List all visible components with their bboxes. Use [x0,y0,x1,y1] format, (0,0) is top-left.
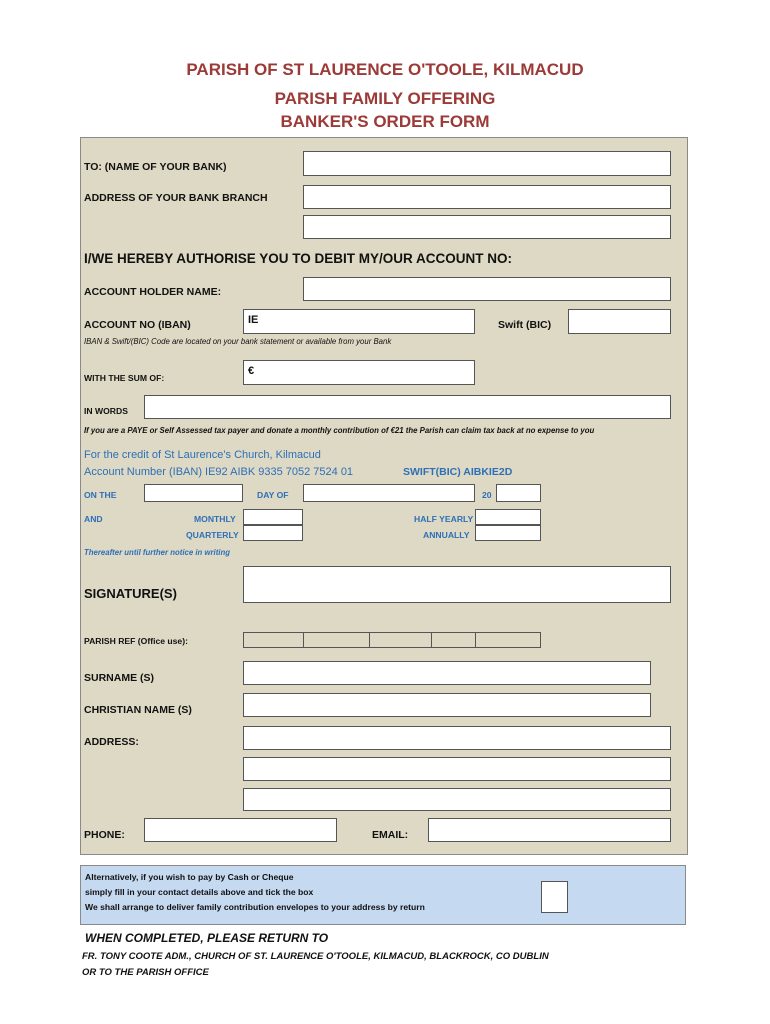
phone-label: PHONE: [84,829,125,841]
account-no-label: ACCOUNT NO (IBAN) [84,319,191,331]
alternative-line-2: simply fill in your contact details above and tick the box [85,887,314,897]
alternative-line-3: We shall arrange to deliver family contribution envelopes to your address by return [85,902,425,912]
parish-ref-cell [431,632,476,648]
start-date-year-input[interactable] [496,484,541,502]
year-prefix-label: 20 [482,490,492,500]
bank-address-input-1[interactable] [303,185,671,209]
iban-note: IBAN & Swift/(BIC) Code are located on your bank statement or available from your Bank [84,337,392,346]
bank-address-input-2[interactable] [303,215,671,239]
phone-input[interactable] [144,818,337,842]
form-title-parish: PARISH OF ST LAURENCE O'TOOLE, KILMACUD [186,60,584,79]
surname-label: SURNAME (S) [84,672,154,684]
iban-input[interactable]: IE [243,309,475,334]
parish-ref-cell [243,632,304,648]
and-label: AND [84,514,103,524]
address-input-1[interactable] [243,726,671,750]
form-title-bankers-order: BANKER'S ORDER FORM [280,112,490,131]
parish-ref-cell [369,632,432,648]
alternative-line-1: Alternatively, if you wish to pay by Cash or Cheque [85,872,294,882]
quarterly-checkbox[interactable] [243,525,303,541]
swift-label: Swift (BIC) [498,319,552,331]
monthly-label: MONTHLY [194,514,236,524]
address-input-3[interactable] [243,788,671,811]
email-input[interactable] [428,818,671,842]
alternative-payment-panel [80,865,686,925]
credit-line-church: For the credit of St Laurence's Church, Kilmacud [84,449,321,461]
account-holder-label: ACCOUNT HOLDER NAME: [84,286,222,298]
half-yearly-checkbox[interactable] [475,509,541,525]
return-address: FR. TONY COOTE ADM., CHURCH OF ST. LAURENCE O'TOOLE, KILMACUD, BLACKROCK, CO DUBLIN [82,951,549,962]
annually-label: ANNUALLY [423,530,470,540]
tax-note: If you are a PAYE or Self Assessed tax payer and donate a monthly contribution of €21 the Parish can claim tax back at no expense to you [84,426,595,435]
bank-name-label: TO: (NAME OF YOUR BANK) [84,161,227,173]
quarterly-label: QUARTERLY [186,530,239,540]
half-yearly-label: HALF YEARLY [414,514,474,524]
christian-name-label: CHRISTIAN NAME (S) [84,704,192,716]
in-words-input[interactable] [144,395,671,419]
email-label: EMAIL: [372,829,409,841]
return-parish-office: OR TO THE PARISH OFFICE [82,967,209,978]
on-the-label: ON THE [84,490,117,500]
sum-input[interactable]: € [243,360,475,385]
parish-ref-cell [475,632,541,648]
monthly-checkbox[interactable] [243,509,303,525]
address-input-2[interactable] [243,757,671,781]
bank-name-input[interactable] [303,151,671,176]
form-title-offering: PARISH FAMILY OFFERING [274,89,496,108]
start-date-month-input[interactable] [303,484,475,502]
authorise-heading: I/WE HEREBY AUTHORISE YOU TO DEBIT MY/OUR ACCOUNT NO: [84,251,513,266]
address-label: ADDRESS: [84,736,139,748]
account-holder-input[interactable] [303,277,671,301]
bank-address-label: ADDRESS OF YOUR BANK BRANCH [84,192,268,204]
return-heading: WHEN COMPLETED, PLEASE RETURN TO [85,931,329,945]
signature-input[interactable] [243,566,671,603]
parish-ref-label: PARISH REF (Office use): [84,636,188,646]
parish-ref-cell [303,632,370,648]
sum-label: WITH THE SUM OF: [84,373,165,383]
signature-label: SIGNATURE(S) [84,586,177,601]
surname-input[interactable] [243,661,651,685]
credit-line-iban: Account Number (IBAN) IE92 AIBK 9335 7052 7524 01 [84,466,354,478]
in-words-label: IN WORDS [84,406,128,416]
credit-swift: SWIFT(BIC) AIBKIE2D [403,466,513,478]
day-of-label: DAY OF [257,490,289,500]
thereafter-note: Thereafter until further notice in writing [84,548,230,557]
swift-input[interactable] [568,309,671,334]
cash-cheque-checkbox[interactable] [541,881,568,913]
start-date-day-input[interactable] [144,484,243,502]
christian-name-input[interactable] [243,693,651,717]
annually-checkbox[interactable] [475,525,541,541]
